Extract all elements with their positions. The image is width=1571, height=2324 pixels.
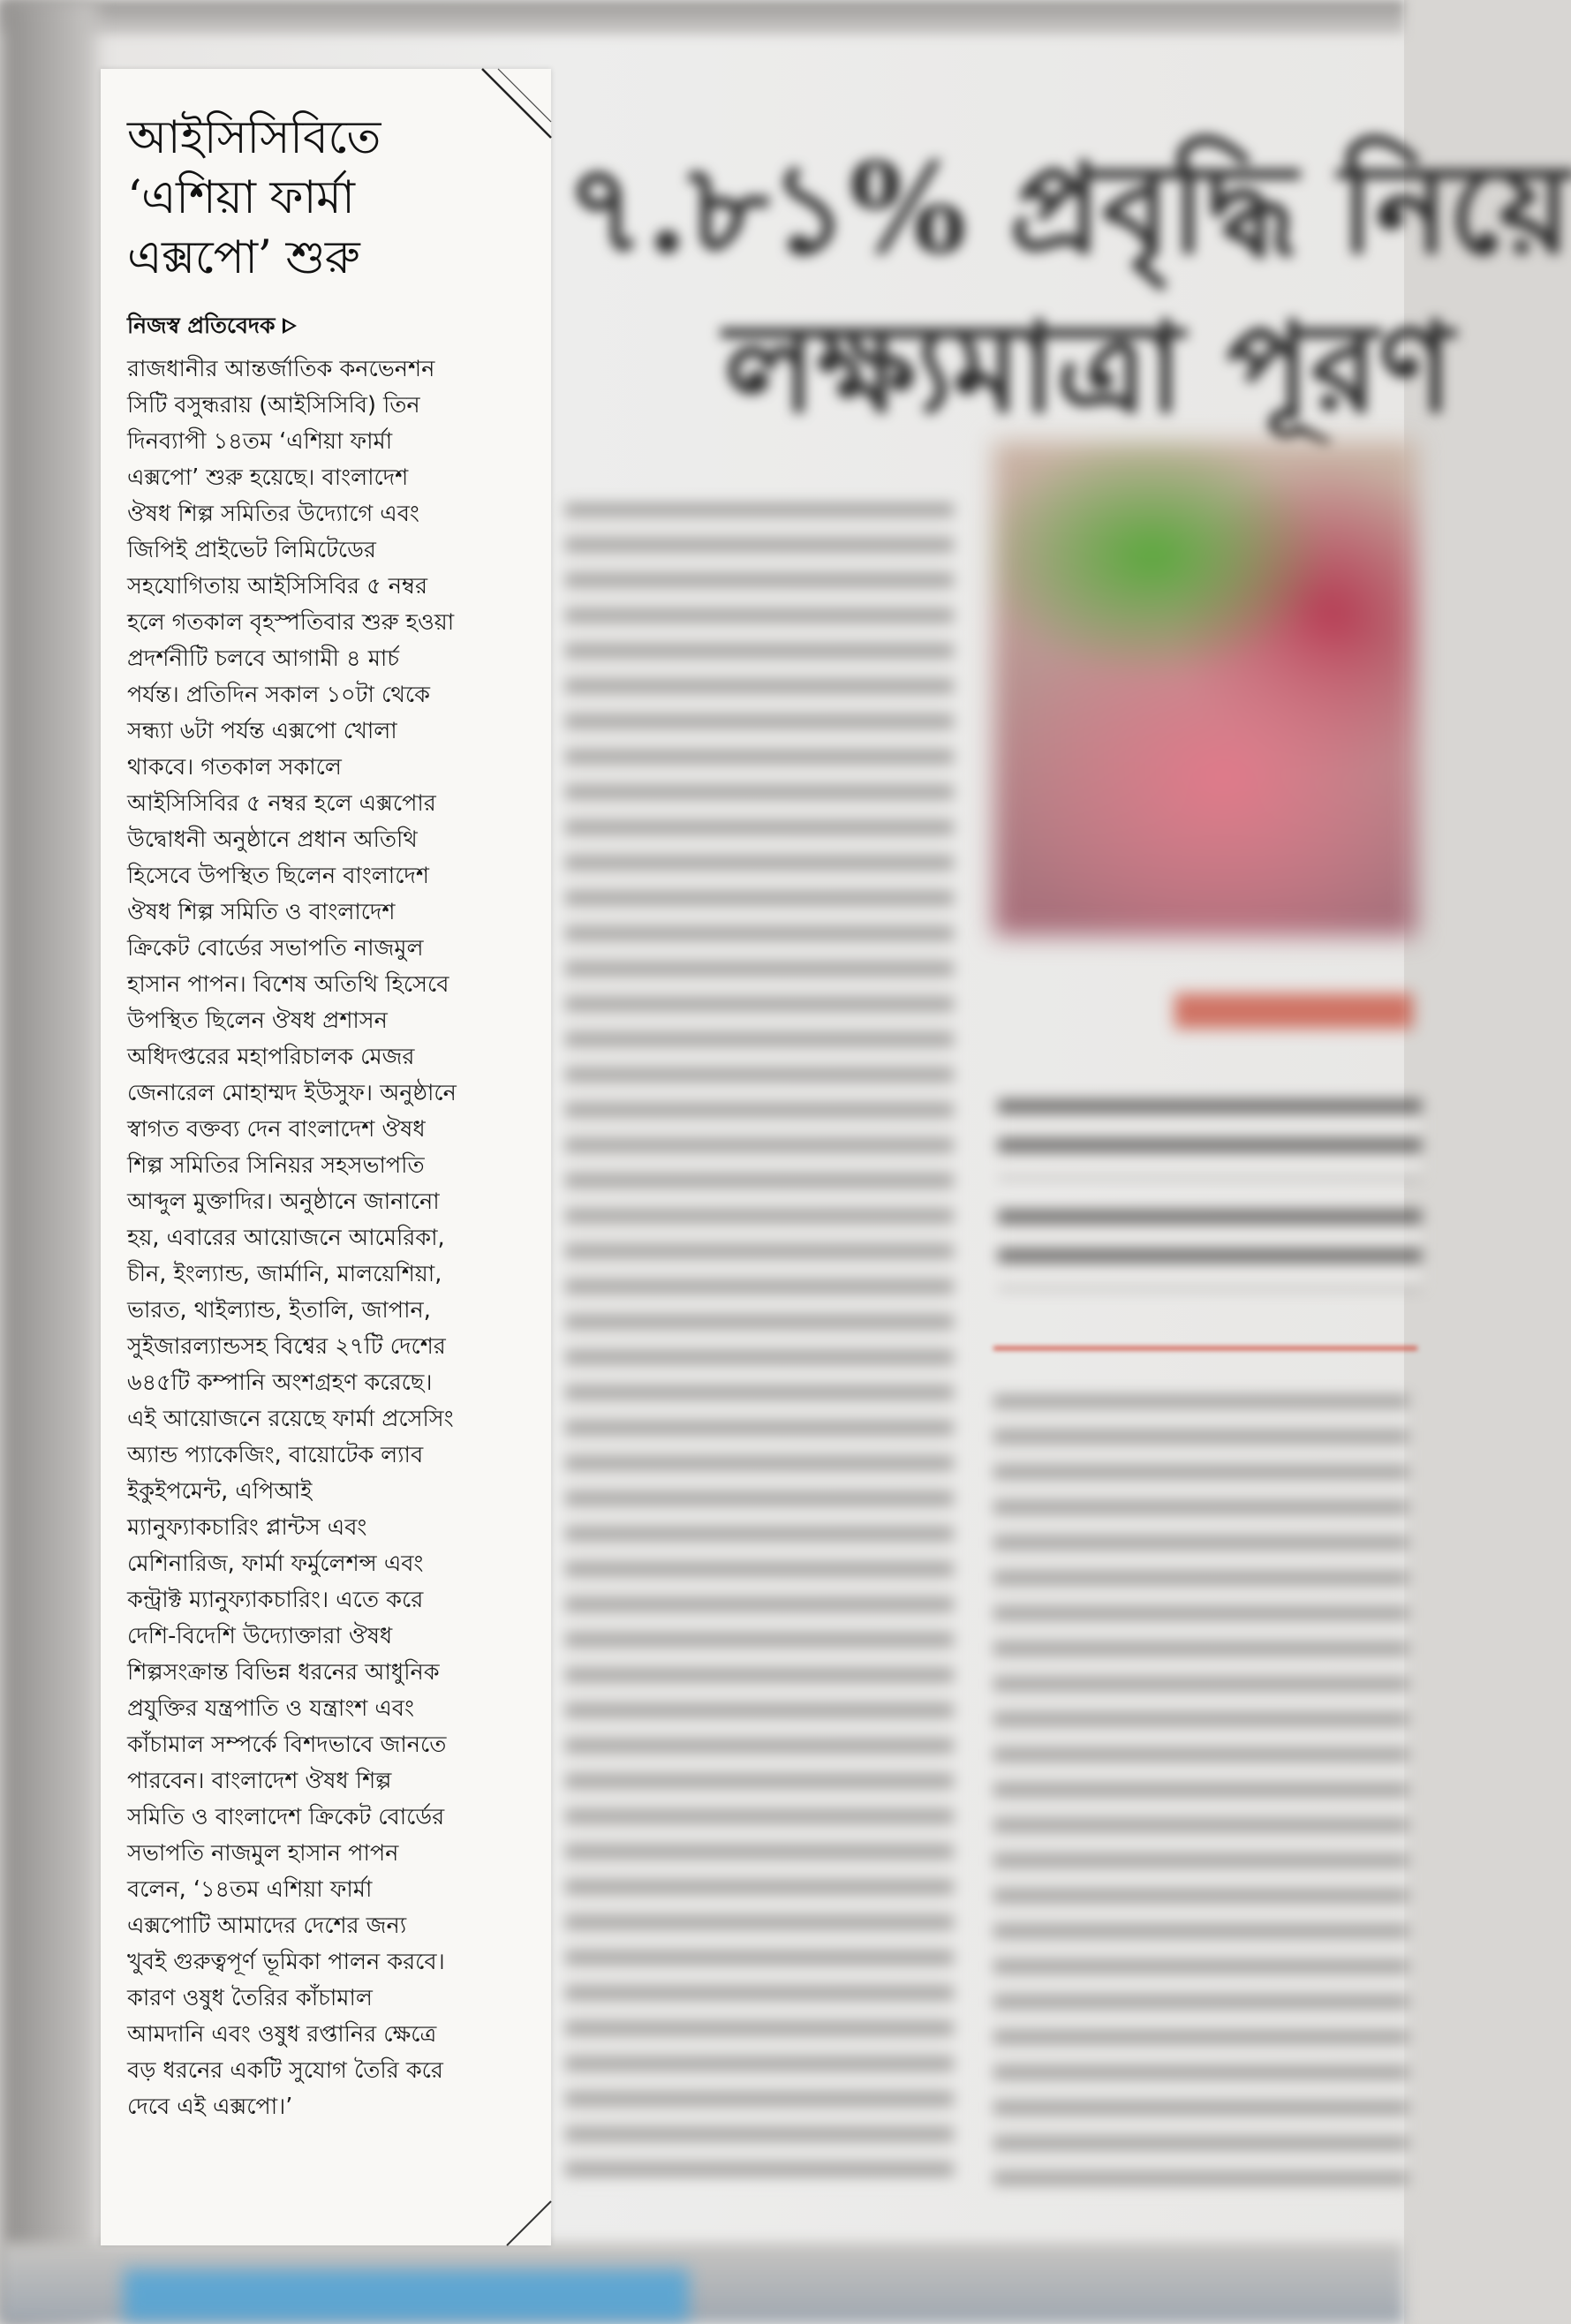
article-body-line: আব্দুল মুক্তাদির। অনুষ্ঠানে জানানো	[127, 1188, 440, 1215]
cut-corner-mark	[472, 69, 551, 148]
article-body-line: অধিদপ্তরের মহাপরিচালক মেজর	[127, 1044, 415, 1070]
headline-line: ‘এশিয়া ফার্মা	[127, 171, 355, 224]
article-body-line: প্রযুক্তির যন্ত্রপাতি ও যন্ত্রাংশ এবং	[127, 1695, 414, 1722]
article-body-line: খুবই গুরুত্বপূর্ণ ভূমিকা পালন করবে।	[127, 1949, 445, 1975]
article-body-line: ক্রিকেট বোর্ডের সভাপতি নাজমুল	[127, 935, 424, 962]
blurred-bottom-banner	[124, 2269, 689, 2322]
blurred-bullet-point	[998, 1099, 1422, 1179]
article-body-line: ভারত, থাইল্যান্ড, ইতালি, জাপান,	[127, 1297, 431, 1324]
article-body-line: সিটি বসুন্ধরায় (আইসিসিবি) তিন	[127, 392, 420, 419]
article-body-line: দেবে এই এক্সপো।’	[127, 2094, 293, 2120]
article-body-line: শিল্পসংক্রান্ত বিভিন্ন ধরনের আধুনিক	[127, 1659, 440, 1686]
article-body-line: উপস্থিত ছিলেন ঔষধ প্রশাসন	[127, 1007, 388, 1034]
blurred-text-column	[993, 1395, 1409, 2190]
triangle-arrow-icon	[283, 318, 297, 334]
byline-text: নিজস্ব প্রতিবেদক	[127, 313, 276, 338]
article-body-line: ঔষধ শিল্প সমিতির উদ্যোগে এবং	[127, 501, 419, 527]
article-body-line: সভাপতি নাজমুল হাসান পাপন	[127, 1840, 399, 1867]
article-body-line: স্বাগত বক্তব্য দেন বাংলাদেশ ঔষধ	[127, 1116, 426, 1143]
article-body-line: দিনব্যাপী ১৪তম ‘এশিয়া ফার্মা	[127, 428, 393, 455]
article-body-line: জেনারেল মোহাম্মদ ইউসুফ। অনুষ্ঠানে	[127, 1080, 457, 1106]
article-body-line: এই আয়োজনে রয়েছে ফার্মা প্রসেসিং	[127, 1406, 454, 1432]
article-body-line: ৬৪৫টি কম্পানি অংশগ্রহণ করেছে।	[127, 1370, 433, 1396]
article-body-line: বড় ধরনের একটি সুযোগ তৈরি করে	[127, 2057, 443, 2084]
article-body-line: কন্ট্রাক্ট ম্যানুফ্যাকচারিং। এতে করে	[127, 1587, 424, 1613]
article-body-line: জিপিই প্রাইভেট লিমিটেডের	[127, 537, 376, 563]
article-body-line: হিসেবে উপস্থিত ছিলেন বাংলাদেশ	[127, 863, 429, 889]
article-body-line: এক্সপোটি আমাদের দেশের জন্য	[127, 1913, 407, 1939]
article-body-line: এক্সপো’ শুরু হয়েছে। বাংলাদেশ	[127, 464, 409, 491]
article-body-line: বলেন, ‘১৪তম এশিয়া ফার্মা	[127, 1876, 373, 1903]
blurred-text-column	[565, 503, 954, 2181]
article-body-line: পারবেন। বাংলাদেশ ঔষধ শিল্প	[127, 1768, 392, 1794]
article-body-line: অ্যান্ড প্যাকেজিং, বায়োটেক ল্যাব	[127, 1442, 424, 1468]
article-body-line: কাঁচামাল সম্পর্কে বিশদভাবে জানতে	[127, 1732, 447, 1758]
headline-line: আইসিসিবিতে	[127, 111, 381, 164]
article-body-line: থাকবে। গতকাল সকালে	[127, 754, 342, 781]
article-body	[127, 351, 525, 2125]
blurred-photo-caption	[1174, 993, 1413, 1029]
article-body-line: হাসান পাপন। বিশেষ অতিথি হিসেবে	[127, 971, 449, 998]
article-body-line: সুইজারল্যান্ডসহ বিশ্বের ২৭টি দেশের	[127, 1333, 446, 1360]
page-edge-top	[0, 0, 1404, 35]
article-body-line: পর্যন্ত। প্রতিদিন সকাল ১০টা থেকে	[127, 682, 430, 708]
article-body-line: আইসিসিবির ৫ নম্বর হলে এক্সপোর	[127, 790, 436, 817]
article-body-line: ইকুইপমেন্ট, এপিআই	[127, 1478, 313, 1505]
article-body-line: আমদানি এবং ওষুধ রপ্তানির ক্ষেত্রে	[127, 2021, 437, 2048]
blurred-photo	[993, 441, 1417, 936]
byline	[127, 311, 525, 341]
news-article-clipping	[101, 69, 551, 2245]
article-body-line: কারণ ওষুধ তৈরির কাঁচামাল	[127, 1985, 373, 2011]
article-body-line: দেশি-বিদেশি উদ্যোক্তারা ঔষধ	[127, 1623, 393, 1649]
article-body-line: হয়, এবারের আয়োজনে আমেরিকা,	[127, 1225, 445, 1251]
article-headline	[127, 108, 525, 288]
article-body-line: হলে গতকাল বৃহস্পতিবার শুরু হওয়া	[127, 609, 455, 636]
article-body-line: প্রদর্শনীটি চলবে আগামী ৪ মার্চ	[127, 645, 400, 672]
article-body-line: উদ্বোধনী অনুষ্ঠানে প্রধান অতিথি	[127, 826, 418, 853]
article-body-line: রাজধানীর আন্তর্জাতিক কনভেনশন	[127, 356, 435, 382]
article-body-line: ম্যানুফ্যাকচারিং প্লান্টস এবং	[127, 1514, 367, 1541]
cut-corner-mark-bottom	[507, 2201, 551, 2245]
article-body-line: সমিতি ও বাংলাদেশ ক্রিকেট বোর্ডের	[127, 1804, 445, 1830]
article-body-line: শিল্প সমিতির সিনিয়র সহসভাপতি	[127, 1152, 425, 1179]
article-body-line: চীন, ইংল্যান্ড, জার্মানি, মালয়েশিয়া,	[127, 1261, 442, 1287]
article-body-line: সহযোগিতায় আইসিসিবির ৫ নম্বর	[127, 573, 428, 600]
blurred-bullet-point	[998, 1210, 1422, 1289]
article-body-line: সন্ধ্যা ৬টা পর্যন্ত এক্সপো খোলা	[127, 718, 397, 744]
blurred-headline-line-2: লক্ষ্যমাত্রা পূরণ	[724, 296, 1454, 441]
headline-line: এক্সপো’ শুরু	[127, 231, 360, 284]
article-body-line: মেশিনারিজ, ফার্মা ফর্মুলেশন্স এবং	[127, 1551, 424, 1577]
blurred-headline-line-1: ৭.৮১% প্রবৃদ্ধি নিয়ে	[565, 137, 1571, 282]
blurred-divider	[993, 1347, 1417, 1350]
page-edge-left	[0, 0, 97, 2324]
article-body-line: ঔষধ শিল্প সমিতি ও বাংলাদেশ	[127, 899, 396, 925]
